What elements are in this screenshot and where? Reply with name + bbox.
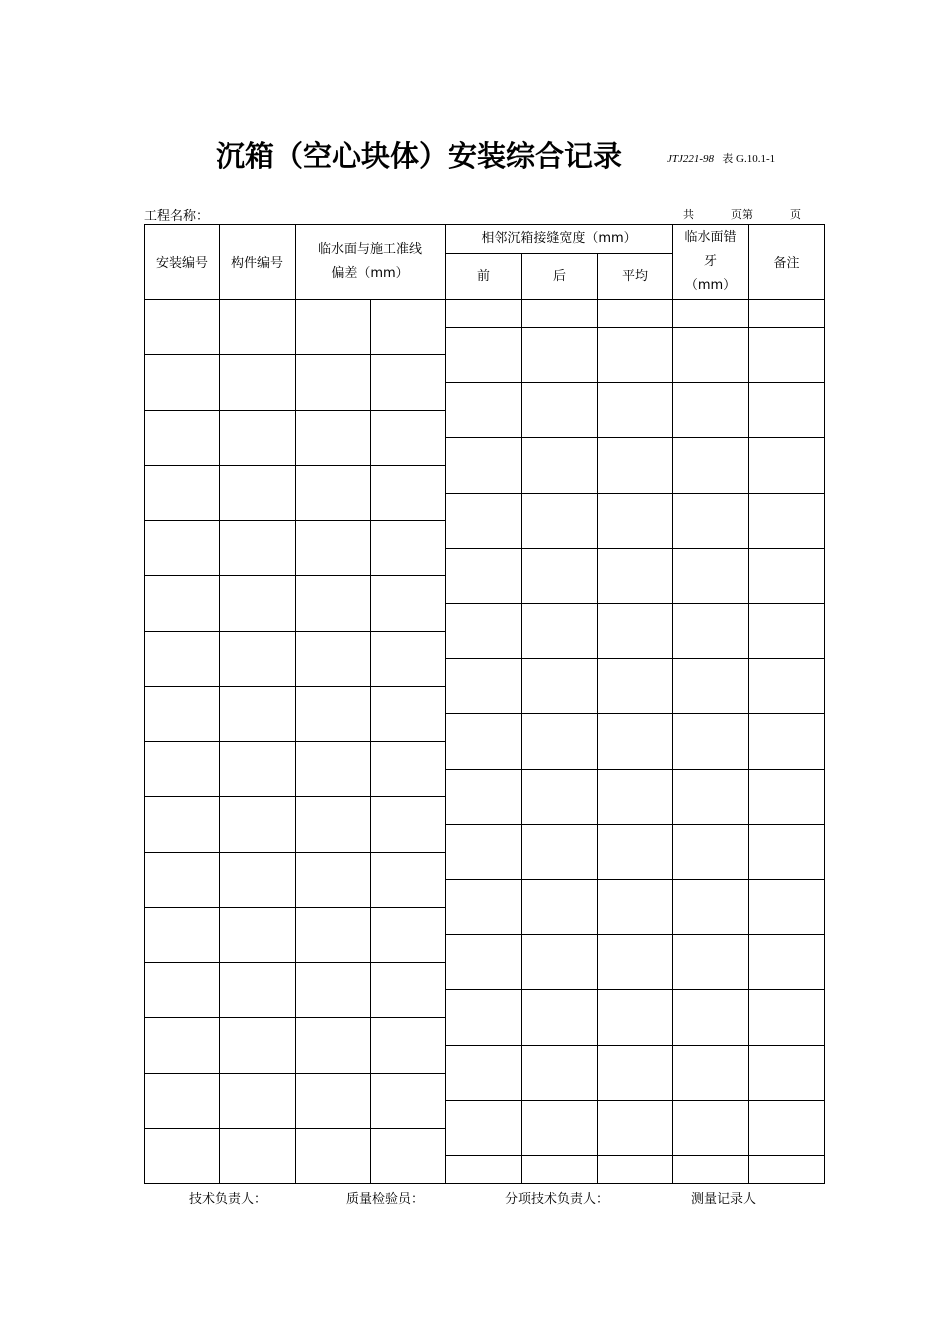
left-row-line — [144, 354, 446, 355]
header-deviation-line1: 临水面与施工准线 — [317, 242, 422, 257]
header-stagger-line1: 临水面错 — [684, 230, 737, 245]
left-row-line — [144, 631, 446, 632]
table-bottom-border — [144, 1183, 825, 1184]
left-row-line — [144, 1073, 446, 1074]
header-bottom-line — [144, 299, 825, 300]
header-joint-width: 相邻沉箱接缝宽度（mm） — [481, 231, 637, 246]
standard-code: JTJ221-98 — [667, 153, 715, 165]
left-row-line — [144, 1017, 446, 1018]
signature-sub-tech-lead: 分项技术负责人： — [505, 1192, 610, 1207]
right-row-line — [445, 603, 825, 604]
pager-suffix: 页 — [790, 208, 801, 221]
header-deviation-line2: 偏差（mm） — [331, 266, 409, 281]
signature-qc: 质量检验员： — [346, 1192, 425, 1207]
right-row-line — [445, 713, 825, 714]
header-stagger-line3: （mm） — [684, 278, 737, 293]
header-average: 平均 — [621, 269, 648, 284]
left-row-line — [144, 410, 446, 411]
table-right-border — [824, 224, 825, 1184]
header-back: 后 — [552, 269, 566, 284]
right-row-line — [445, 1100, 825, 1101]
pager-total: 共 — [683, 208, 694, 221]
left-row-line — [144, 796, 446, 797]
pager-mid: 页第 — [731, 208, 753, 221]
left-row-line — [144, 686, 446, 687]
right-row-line — [445, 824, 825, 825]
header-front: 前 — [476, 269, 490, 284]
table-left-border — [144, 224, 145, 1184]
right-row-line — [445, 437, 825, 438]
header-install-no: 安装编号 — [155, 256, 208, 271]
table-vline — [295, 224, 296, 1184]
header-remarks: 备注 — [773, 256, 800, 271]
right-row-line — [445, 382, 825, 383]
right-row-line — [445, 327, 825, 328]
right-row-line — [445, 934, 825, 935]
right-row-line — [445, 769, 825, 770]
page-title: 沉箱（空心块体）安装综合记录 — [216, 139, 623, 173]
table-vline — [748, 224, 749, 1184]
header-deviation — [295, 238, 445, 286]
table-top-border — [144, 224, 825, 225]
right-row-line — [445, 548, 825, 549]
header-stagger-line2: 牙 — [703, 254, 717, 269]
left-row-line — [144, 575, 446, 576]
project-name-label: 工程名称： — [144, 209, 210, 224]
right-row-line — [445, 989, 825, 990]
left-row-line — [144, 1128, 446, 1129]
right-row-line — [445, 493, 825, 494]
table-vline — [219, 224, 220, 1184]
left-row-line — [144, 962, 446, 963]
left-row-line — [144, 907, 446, 908]
left-row-line — [144, 465, 446, 466]
left-row-line — [144, 741, 446, 742]
signature-tech-lead: 技术负责人： — [189, 1192, 268, 1207]
table-number: 表 G.10.1-1 — [722, 153, 776, 165]
right-row-line — [445, 1045, 825, 1046]
header-stagger — [673, 226, 748, 298]
left-row-line — [144, 852, 446, 853]
right-row-line — [445, 1155, 825, 1156]
header-part-no: 构件编号 — [230, 256, 283, 271]
left-row-line — [144, 520, 446, 521]
joint-subheader-line — [445, 253, 673, 254]
signature-surveyor: 测量记录人 — [691, 1192, 757, 1207]
table-vline — [445, 224, 446, 1184]
table-code — [667, 150, 775, 166]
table-vline — [672, 224, 673, 1184]
right-row-line — [445, 879, 825, 880]
right-row-line — [445, 658, 825, 659]
